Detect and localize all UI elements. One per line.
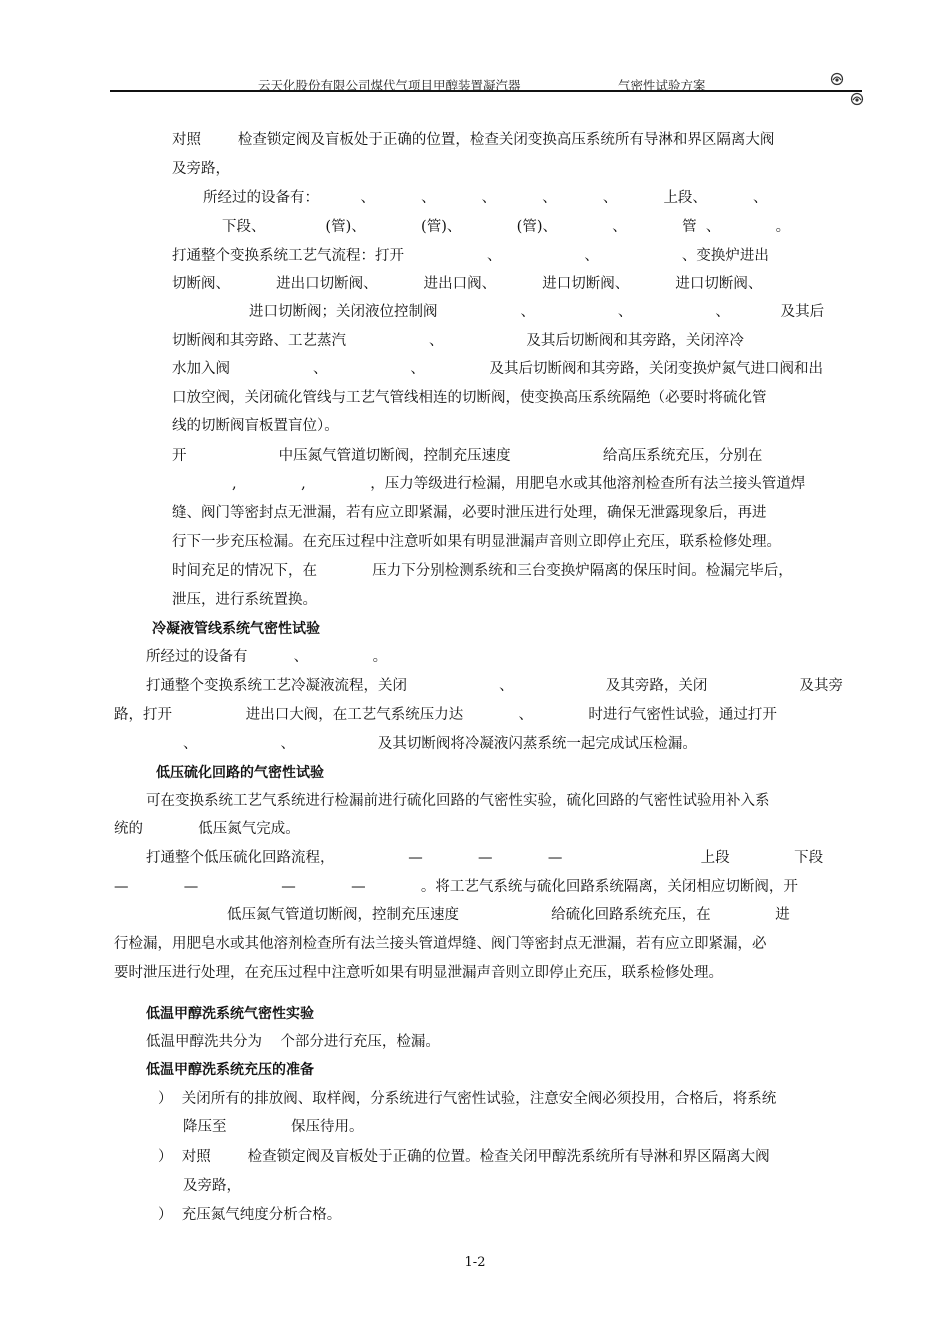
text-line: 进口切断阀；关闭液位控制阀 、 、 、 及其后 <box>249 304 825 320</box>
section-heading: 低温甲醇洗系统充压的准备 <box>146 1062 314 1078</box>
header-subtitle: 气密性试验方案 <box>618 78 706 93</box>
text-line: 时间充足的情况下，在 压力下分别检测系统和三台变换炉隔离的保压时间。检漏完毕后， <box>172 563 793 579</box>
text-line: 打通整个变换系统工艺冷凝液流程，关闭 、 及其旁路，关闭 及其旁 <box>146 678 844 694</box>
header-rule <box>110 90 862 92</box>
text-line: 切断阀、 进出口切断阀、 进出口阀、 进口切断阀、 进口切断阀、 <box>172 276 763 292</box>
section-heading: 冷凝液管线系统气密性试验 <box>152 621 320 637</box>
text-line: 、 、 及其切断阀将冷凝液闪蒸系统一起完成试压检漏。 <box>183 736 697 752</box>
text-line: 及旁路， <box>183 1178 241 1194</box>
text-line: 对照 检查锁定阀及盲板处于正确的位置，检查关闭变换高压系统所有导淋和界区隔离大阀 <box>172 132 775 148</box>
company-logo-icon <box>850 92 864 106</box>
header-title: 云天化股份有限公司煤代气项目甲醇装置凝汽器 <box>258 78 521 93</box>
page-number: 1-2 <box>464 1255 486 1270</box>
text-line: 及旁路， <box>172 161 230 177</box>
text-line: 统的 低压氮气完成。 <box>114 821 300 837</box>
text-line: , , ，压力等级进行检漏，用肥皂水或其他溶剂检查所有法兰接头管道焊 <box>232 476 806 492</box>
text-line: 低温甲醇洗共分为 个部分进行充压，检漏。 <box>146 1034 440 1050</box>
list-item: ） 关闭所有的排放阀、取样阀，分系统进行气密性试验，注意安全阀必须投用，合格后，将系统 <box>158 1091 777 1107</box>
section-heading: 低压硫化回路的气密性试验 <box>156 765 324 781</box>
text-line: 口放空阀，关闭硫化管线与工艺气管线相连的切断阀，使变换高压系统隔绝（必要时将硫化管 <box>172 390 767 406</box>
text-line: 打通整个变换系统工艺气流程：打开 、 、 、变换炉进出 <box>172 248 769 264</box>
text-line: 切断阀和其旁路、工艺蒸汽 、 及其后切断阀和其旁路，关闭淬冷 <box>172 333 744 349</box>
text-line: 开 中压氮气管道切断阀，控制充压速度 给高压系统充压，分别在 <box>172 448 763 464</box>
text-line: 打通整个低压硫化回路流程， — — — 上段 下段 <box>146 850 824 866</box>
text-line: 泄压，进行系统置换。 <box>172 592 317 608</box>
text-line: 缝、阀门等密封点无泄漏，若有应立即紧漏，必要时泄压进行处理，确保无泄露现象后，再进 <box>172 505 767 521</box>
text-line: 所经过的设备有： 、 、 、 、 、 上段、 、 <box>203 190 768 206</box>
text-line: 路，打开 进出口大阀，在工艺气系统压力达 、 时进行气密性试验，通过打开 <box>114 707 777 723</box>
list-item: ） 对照 检查锁定阀及盲板处于正确的位置。检查关闭甲醇洗系统所有导淋和界区隔离大阀 <box>158 1149 770 1165</box>
text-line: 降压至 保压待用。 <box>183 1119 364 1135</box>
text-line: 水加入阀 、 、 及其后切断阀和其旁路，关闭变换炉氮气进口阀和出 <box>172 361 823 377</box>
text-line: 行下一步充压检漏。在充压过程中注意听如果有明显泄漏声音则立即停止充压，联系检修处理。 <box>172 534 781 550</box>
text-line: 可在变换系统工艺气系统进行检漏前进行硫化回路的气密性实验，硫化回路的气密性试验用补入系 <box>146 793 770 809</box>
text-line: 线的切断阀盲板置盲位）。 <box>172 418 339 434</box>
text-line: 下段、 (管)、 (管)、 (管)、 、 管 、 。 <box>222 219 791 235</box>
list-item: ） 充压氮气纯度分析合格。 <box>158 1207 342 1223</box>
text-line: — — — — 。将工艺气系统与硫化回路系统隔离，关闭相应切断阀，开 <box>114 879 798 895</box>
text-line: 行检漏，用肥皂水或其他溶剂检查所有法兰接头管道焊缝、阀门等密封点无泄漏，若有应立即紧漏，必 <box>114 936 767 952</box>
text-line: 所经过的设备有 、 。 <box>146 649 388 665</box>
text-line: 低压氮气管道切断阀，控制充压速度 给硫化回路系统充压，在 进 <box>227 907 790 923</box>
company-logo-icon <box>830 72 844 86</box>
text-line: 要时泄压进行处理，在充压过程中注意听如果有明显泄漏声音则立即停止充压，联系检修处理。 <box>114 965 723 981</box>
section-heading: 低温甲醇洗系统气密性实验 <box>146 1006 314 1022</box>
